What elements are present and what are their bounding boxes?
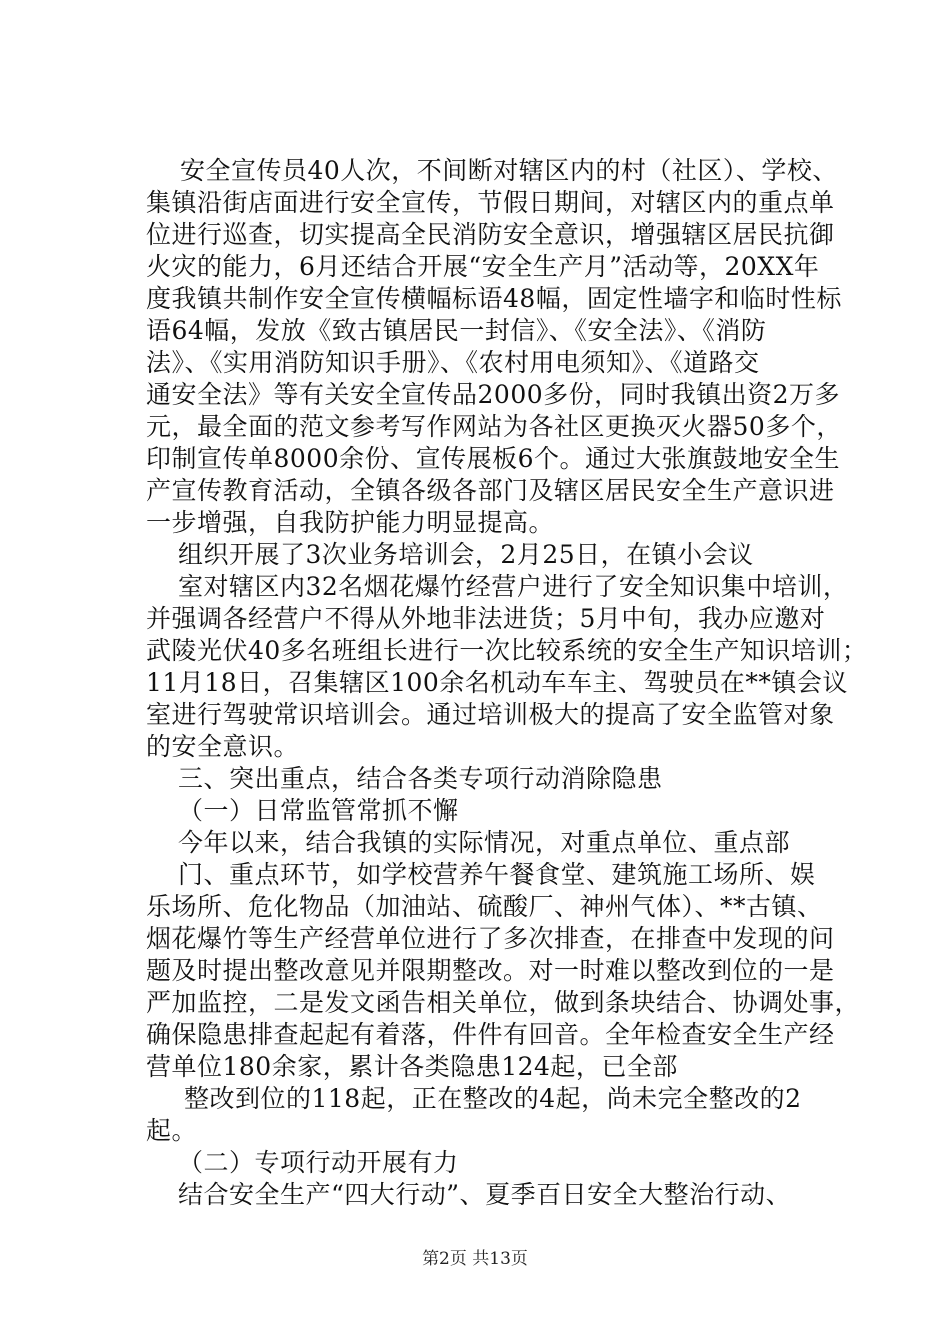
text-line: 通安全法》等有关安全宣传品2000多份，同时我镇出资2万多 <box>146 380 841 409</box>
text-line: 的安全意识。 <box>146 732 300 761</box>
text-line: 安全宣传员40人次，不间断对辖区内的村（社区）、学校、 <box>180 156 838 185</box>
text-line: 位进行巡查，切实提高全民消防安全意识，增强辖区居民抗御 <box>146 220 835 249</box>
text-line: 乐场所、危化物品（加油站、硫酸厂、神州气体）、**古镇、 <box>146 892 823 921</box>
text-line: 度我镇共制作安全宣传横幅标语48幅，固定性墙字和临时性标 <box>146 284 842 313</box>
text-line: 产宣传教育活动，全镇各级各部门及辖区居民安全生产意识进 <box>146 476 835 505</box>
text-line: 题及时提出整改意见并限期整改。对一时难以整改到位的一是 <box>146 956 835 985</box>
text-line: 组织开展了3次业务培训会，2月25日，在镇小会议 <box>178 540 754 569</box>
subsection-heading: （一）日常监管常抓不懈 <box>178 796 459 825</box>
text-line: 11月18日，召集辖区100余名机动车车主、驾驶员在**镇会议 <box>146 668 848 697</box>
text-line: 集镇沿街店面进行安全宣传，节假日期间，对辖区内的重点单 <box>146 188 835 217</box>
text-line: 严加监控，二是发文函告相关单位，做到条块结合、协调处事， <box>146 988 861 1017</box>
text-line: 起。 <box>146 1116 198 1145</box>
text-line: 结合安全生产“四大行动”、夏季百日安全大整治行动、 <box>178 1180 792 1209</box>
subsection-heading: （二）专项行动开展有力 <box>178 1148 459 1177</box>
text-line: 语64幅，发放《致古镇居民一封信》、《安全法》、《消防 <box>146 316 767 345</box>
text-line: 室进行驾驶常识培训会。通过培训极大的提高了安全监管对象 <box>146 700 835 729</box>
text-line: 烟花爆竹等生产经营单位进行了多次排查，在排查中发现的问 <box>146 924 835 953</box>
text-line: 整改到位的118起，正在整改的4起，尚未完全整改的2 <box>184 1084 802 1113</box>
text-line: 武陵光伏40多名班组长进行一次比较系统的安全生产知识培训； <box>146 636 868 665</box>
text-line: 并强调各经营户不得从外地非法进货；5月中旬，我办应邀对 <box>146 604 826 633</box>
text-line: 元，最全面的范文参考写作网站为各社区更换灭火器50多个， <box>146 412 842 441</box>
text-line: 门、重点环节，如学校营养午餐食堂、建筑施工场所、娱 <box>178 860 816 889</box>
text-line: 营单位180余家，累计各类隐患124起，已全部 <box>146 1052 678 1081</box>
text-line: 火灾的能力，6月还结合开展“安全生产月”活动等，20XX年 <box>146 252 820 281</box>
text-line: 法》、《实用消防知识手册》、《农村用电须知》、《道路交 <box>146 348 760 377</box>
section-heading: 三、突出重点，结合各类专项行动消除隐患 <box>178 764 663 793</box>
text-line: 确保隐患排查起起有着落，件件有回音。全年检查安全生产经 <box>146 1020 835 1049</box>
text-line: 印制宣传单8000余份、宣传展板6个。通过大张旗鼓地安全生 <box>146 444 841 473</box>
text-line: 一步增强，自我防护能力明显提高。 <box>146 508 555 537</box>
text-line: 今年以来，结合我镇的实际情况，对重点单位、重点部 <box>178 828 791 857</box>
text-line: 室对辖区内32名烟花爆竹经营户进行了安全知识集中培训， <box>178 572 849 601</box>
page-number: 第2页 共13页 <box>422 1249 528 1269</box>
